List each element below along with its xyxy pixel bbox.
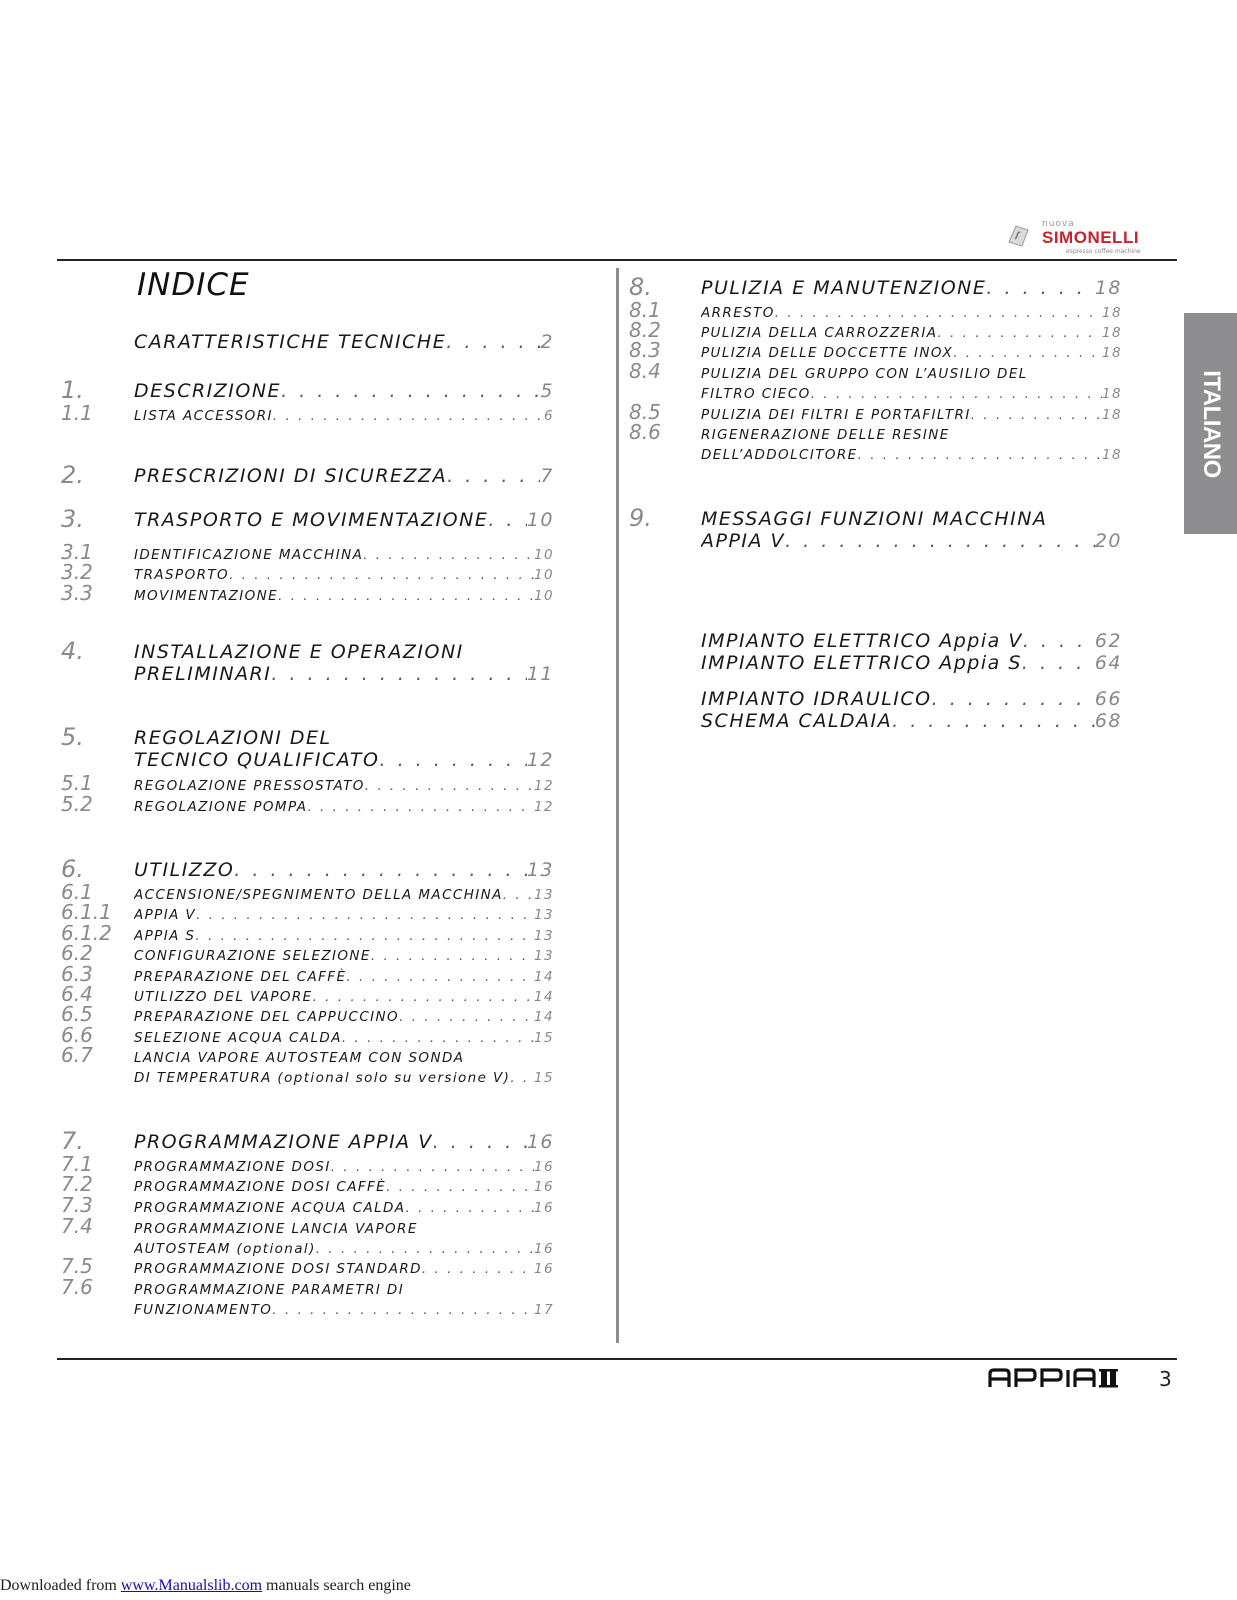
toc-page-number: 18: [1102, 345, 1122, 361]
toc-line: [134, 1131, 554, 1153]
toc-line: [134, 926, 554, 946]
toc-leader-dots: [488, 509, 526, 531]
toc-leader-dots: [971, 405, 1102, 425]
toc-page-number: 2: [540, 331, 554, 353]
toc-entry-number: 6.6: [61, 1023, 93, 1047]
toc-leader-dots: [932, 688, 1095, 710]
toc-line: [134, 1028, 554, 1048]
toc-leader-dots: [313, 987, 534, 1007]
toc-entry-number: 6.2: [61, 941, 93, 965]
toc-entry-title: MESSAGGI FUNZIONI MACCHINA: [701, 508, 1048, 530]
toc-entry-title: CARATTERISTICHE TECNICHE: [134, 331, 447, 353]
toc-leader-dots: [811, 384, 1102, 404]
toc-entry-number: 6.4: [61, 982, 93, 1006]
toc-page-number: 16: [534, 1159, 554, 1175]
toc-leader-dots: [271, 663, 526, 685]
toc-entry-number: 7.5: [61, 1254, 93, 1278]
toc-entry-number: 6.3: [61, 962, 93, 986]
language-tab: [1184, 313, 1237, 534]
toc-page-number: 14: [534, 989, 554, 1005]
toc-page-number: 14: [534, 969, 554, 985]
toc-leader-dots: [1023, 630, 1095, 652]
toc-leader-dots: [386, 1177, 534, 1197]
page-number: 3: [1159, 1367, 1172, 1391]
toc-page-number: 18: [1094, 277, 1122, 299]
toc-page-number: 5: [540, 380, 554, 402]
toc-entry-number: 3.2: [61, 560, 93, 584]
toc-entry-number: 6.7: [61, 1043, 93, 1067]
toc-line: [701, 384, 1122, 404]
toc-leader-dots: [503, 885, 534, 905]
toc-entry-title: MOVIMENTAZIONE: [134, 588, 279, 604]
toc-page-number: 10: [534, 588, 554, 604]
toc-entry-number: 3.3: [61, 581, 93, 605]
toc-line: [134, 776, 554, 796]
language-label: ITALIANO: [1197, 369, 1225, 478]
toc-entry-number: 4.: [61, 637, 84, 665]
toc-leader-dots: [281, 380, 540, 402]
model-logo: [988, 1365, 1120, 1395]
toc-page-number: 17: [534, 1302, 554, 1318]
toc-entry-number: 8.4: [629, 359, 661, 383]
toc-page-number: 18: [1102, 305, 1122, 321]
toc-line: [134, 885, 554, 905]
toc-line: [134, 1300, 554, 1320]
toc-page-number: 10: [534, 567, 554, 583]
toc-leader-dots: [316, 1239, 534, 1259]
toc-leader-dots: [363, 545, 534, 565]
toc-line: [134, 1177, 554, 1197]
toc-leader-dots: [953, 343, 1102, 363]
toc-line: [701, 303, 1122, 323]
toc-leader-dots: [278, 586, 534, 606]
toc-entry-title: PROGRAMMAZIONE DOSI CAFFÈ: [134, 1179, 387, 1195]
toc-entry-title: IMPIANTO ELETTRICO Appia S: [701, 652, 1022, 674]
toc-entry-title: LISTA ACCESSORI: [134, 408, 273, 424]
toc-line: [134, 545, 554, 565]
toc-line: [134, 565, 554, 585]
toc-entry-title: SELEZIONE ACQUA CALDA: [134, 1030, 342, 1046]
toc-entry-number: 7.4: [61, 1214, 93, 1238]
toc-leader-dots: [986, 277, 1094, 299]
toc-line: [134, 1239, 554, 1259]
toc-entry-title: LANCIA VAPORE AUTOSTEAM CON SONDA: [134, 1050, 465, 1066]
toc-line: [134, 1280, 554, 1300]
toc-line: [134, 380, 554, 402]
logo-small-text: nuova: [1042, 219, 1075, 229]
toc-page-number: 6: [544, 408, 554, 424]
toc-line: [134, 331, 554, 353]
toc-page-number: 20: [1094, 530, 1122, 552]
toc-page-number: 13: [534, 907, 554, 923]
toc-leader-dots: [399, 1007, 534, 1027]
toc-line: [134, 1198, 554, 1218]
toc-entry-title: APPIA V: [701, 530, 786, 552]
toc-page-number: 16: [534, 1200, 554, 1216]
toc-page-number: 13: [534, 887, 554, 903]
toc-entry-title: TECNICO QUALIFICATO: [134, 749, 380, 771]
toc-entry-title: DESCRIZIONE: [134, 380, 282, 402]
toc-entry-number: 7.3: [61, 1193, 93, 1217]
toc-line: [701, 710, 1122, 732]
toc-leader-dots: [510, 1068, 534, 1088]
toc-entry-title: REGOLAZIONE POMPA: [134, 799, 308, 815]
toc-leader-dots: [371, 946, 534, 966]
toc-line: [134, 967, 554, 987]
toc-entry-title: IMPIANTO IDRAULICO: [701, 688, 932, 710]
toc-line: [701, 277, 1122, 299]
download-prefix: Downloaded from: [0, 1577, 121, 1594]
toc-page-number: 13: [534, 928, 554, 944]
toc-page-number: 16: [534, 1179, 554, 1195]
toc-entry-title: FUNZIONAMENTO: [134, 1302, 273, 1318]
toc-page-number: 7: [540, 465, 554, 487]
toc-leader-dots: [1022, 652, 1095, 674]
toc-entry-title: REGOLAZIONE PRESSOSTATO: [134, 778, 365, 794]
toc-leader-dots: [446, 331, 540, 353]
toc-entry-number: 8.: [629, 273, 652, 301]
toc-leader-dots: [195, 926, 534, 946]
toc-page-number: 15: [534, 1030, 554, 1046]
bottom-rule: [57, 1358, 1177, 1360]
toc-leader-dots: [422, 1259, 534, 1279]
download-note: [0, 1577, 411, 1595]
toc-entry-number: 6.1.2: [61, 921, 112, 945]
toc-page-number: 12: [534, 799, 554, 815]
toc-line: [134, 1068, 554, 1088]
toc-line: [134, 1259, 554, 1279]
toc-leader-dots: [196, 905, 534, 925]
toc-entry-number: 5.2: [61, 792, 93, 816]
toc-entry-number: 7.6: [61, 1275, 93, 1299]
column-divider: [616, 268, 619, 1343]
toc-entry-title: DI TEMPERATURA (optional solo su versione V): [134, 1070, 511, 1086]
toc-page-number: 68: [1094, 710, 1122, 732]
top-rule: [57, 259, 1177, 261]
toc-line: [134, 749, 554, 771]
toc-line: [134, 905, 554, 925]
toc-line: [701, 405, 1122, 425]
toc-line: [701, 445, 1122, 465]
toc-page-number: 12: [534, 778, 554, 794]
toc-line: [701, 364, 1122, 384]
toc-entry-title: REGOLAZIONI DEL: [134, 727, 332, 749]
toc-leader-dots: [775, 303, 1102, 323]
toc-entry-title: PREPARAZIONE DEL CAPPUCCINO: [134, 1009, 400, 1025]
toc-line: [134, 509, 554, 531]
toc-line: [134, 859, 554, 881]
toc-leader-dots: [331, 1157, 534, 1177]
toc-leader-dots: [229, 565, 534, 585]
toc-line: [134, 1219, 554, 1239]
toc-line: [134, 663, 554, 685]
toc-entry-title: FILTRO CIECO: [701, 386, 811, 402]
toc-entry-title: PROGRAMMAZIONE ACQUA CALDA: [134, 1200, 406, 1216]
toc-entry-title: ARRESTO: [701, 305, 775, 321]
toc-page-number: 18: [1102, 386, 1122, 402]
appia-wordmark-icon: [988, 1365, 1120, 1391]
toc-entry-title: INSTALLAZIONE E OPERAZIONI: [134, 641, 464, 663]
toc-page-number: 16: [534, 1241, 554, 1257]
toc-line: [134, 641, 554, 663]
manualslib-link[interactable]: www.Manualslib.com: [120, 1577, 263, 1594]
toc-page-number: 16: [534, 1261, 554, 1277]
toc-entry-title: TRASPORTO: [134, 567, 230, 583]
toc-page-number: 18: [1102, 447, 1122, 463]
toc-line: [134, 1007, 554, 1027]
toc-entry-title: AUTOSTEAM (optional): [134, 1241, 316, 1257]
toc-line: [134, 406, 554, 426]
toc-entry-number: 8.3: [629, 338, 661, 362]
toc-leader-dots: [346, 967, 534, 987]
toc-entry-title: CONFIGURAZIONE SELEZIONE: [134, 948, 371, 964]
toc-entry-title: DELL’ADDOLCITORE: [701, 447, 858, 463]
toc-entry-number: 7.: [61, 1127, 84, 1155]
toc-entry-title: PULIZIA DEI FILTRI E PORTAFILTRI: [701, 407, 971, 423]
toc-line: [701, 425, 1122, 445]
toc-leader-dots: [785, 530, 1095, 552]
logo-tagline: espresso coffee machine: [1066, 248, 1141, 255]
toc-entry-number: 7.2: [61, 1172, 93, 1196]
toc-entry-title: IDENTIFICAZIONE MACCHINA: [134, 547, 364, 563]
toc-line: [701, 688, 1122, 710]
toc-page-number: 13: [526, 859, 554, 881]
toc-page-number: 11: [526, 663, 554, 685]
toc-leader-dots: [858, 445, 1102, 465]
toc-line: [701, 652, 1122, 674]
toc-page-number: 12: [526, 749, 554, 771]
toc-entry-title: TRASPORTO E MOVIMENTAZIONE: [134, 509, 489, 531]
toc-page-number: 64: [1094, 652, 1122, 674]
toc-entry-title: RIGENERAZIONE DELLE RESINE: [701, 427, 950, 443]
toc-leader-dots: [307, 797, 534, 817]
toc-line: [134, 1157, 554, 1177]
toc-entry-title: PREPARAZIONE DEL CAFFÈ: [134, 969, 347, 985]
brand-logo: [1002, 218, 1182, 258]
toc-entry-title: PRESCRIZIONI DI SICUREZZA: [134, 465, 448, 487]
toc-leader-dots: [433, 1131, 527, 1153]
toc-page-number: 66: [1094, 688, 1122, 710]
toc-entry-number: 8.1: [629, 298, 661, 322]
toc-entry-title: PROGRAMMAZIONE LANCIA VAPORE: [134, 1221, 418, 1237]
page-title: INDICE: [137, 267, 250, 303]
toc-entry-title: UTILIZZO: [134, 859, 235, 881]
toc-entry-number: 6.1.1: [61, 900, 112, 924]
toc-leader-dots: [892, 710, 1095, 732]
toc-entry-title: PULIZIA DEL GRUPPO CON L’AUSILIO DEL: [701, 366, 1028, 382]
toc-entry-title: PULIZIA DELLE DOCCETTE INOX: [701, 345, 954, 361]
toc-line: [134, 987, 554, 1007]
toc-leader-dots: [447, 465, 540, 487]
toc-page-number: 10: [526, 509, 554, 531]
toc-line: [134, 586, 554, 606]
toc-line: [134, 1048, 554, 1068]
toc-line: [134, 727, 554, 749]
toc-entry-title: PULIZIA DELLA CARROZZERIA: [701, 325, 938, 341]
toc-entry-title: PROGRAMMAZIONE DOSI STANDARD: [134, 1261, 422, 1277]
toc-page-number: 14: [534, 1009, 554, 1025]
toc-line: [701, 630, 1122, 652]
toc-entry-title: APPIA V: [134, 907, 197, 923]
toc-entry-number: 6.1: [61, 880, 93, 904]
toc-entry-number: 8.2: [629, 318, 661, 342]
toc-leader-dots: [234, 859, 527, 881]
toc-page-number: 16: [526, 1131, 554, 1153]
download-suffix: manuals search engine: [262, 1577, 411, 1594]
toc-line: [701, 508, 1122, 530]
toc-entry-title: PRELIMINARI: [134, 663, 272, 685]
toc-entry-number: 3.1: [61, 540, 93, 564]
toc-leader-dots: [379, 749, 526, 771]
toc-entry-title: SCHEMA CALDAIA: [701, 710, 893, 732]
toc-line: [701, 343, 1122, 363]
toc-line: [134, 465, 554, 487]
toc-line: [701, 530, 1122, 552]
toc-entry-number: 6.: [61, 855, 84, 883]
logo-emblem-icon: [1006, 222, 1032, 248]
toc-page-number: 15: [534, 1070, 554, 1086]
toc-entry-number: 3.: [61, 505, 84, 533]
toc-line: [134, 946, 554, 966]
toc-entry-number: 1.1: [61, 401, 93, 425]
toc-entry-title: PULIZIA E MANUTENZIONE: [701, 277, 987, 299]
toc-entry-number: 5.: [61, 723, 84, 751]
toc-page-number: 62: [1094, 630, 1122, 652]
toc-entry-title: APPIA S: [134, 928, 196, 944]
toc-leader-dots: [273, 406, 544, 426]
toc-entry-title: ACCENSIONE/SPEGNIMENTO DELLA MACCHINA: [134, 887, 503, 903]
toc-entry-number: 8.5: [629, 400, 661, 424]
toc-page-number: 18: [1102, 407, 1122, 423]
toc-line: [701, 323, 1122, 343]
toc-page-number: 10: [534, 547, 554, 563]
toc-entry-number: 5.1: [61, 771, 93, 795]
toc-leader-dots: [405, 1198, 534, 1218]
toc-entry-title: UTILIZZO DEL VAPORE: [134, 989, 313, 1005]
toc-page-number: 13: [534, 948, 554, 964]
toc-entry-number: 9.: [629, 504, 652, 532]
toc-entry-number: 8.6: [629, 420, 661, 444]
toc-leader-dots: [272, 1300, 534, 1320]
logo-brand-text: SIMONELLI: [1042, 228, 1140, 247]
toc-entry-title: PROGRAMMAZIONE DOSI: [134, 1159, 331, 1175]
toc-entry-title: PROGRAMMAZIONE PARAMETRI DI: [134, 1282, 405, 1298]
toc-line: [134, 797, 554, 817]
toc-entry-title: PROGRAMMAZIONE APPIA V: [134, 1131, 433, 1153]
toc-leader-dots: [342, 1028, 534, 1048]
toc-page-number: 18: [1102, 325, 1122, 341]
toc-leader-dots: [365, 776, 534, 796]
toc-entry-number: 1.: [61, 376, 84, 404]
toc-leader-dots: [937, 323, 1102, 343]
toc-entry-title: IMPIANTO ELETTRICO Appia V: [701, 630, 1023, 652]
toc-entry-number: 7.1: [61, 1152, 93, 1176]
toc-entry-number: 6.5: [61, 1002, 93, 1026]
toc-entry-number: 2.: [61, 461, 84, 489]
